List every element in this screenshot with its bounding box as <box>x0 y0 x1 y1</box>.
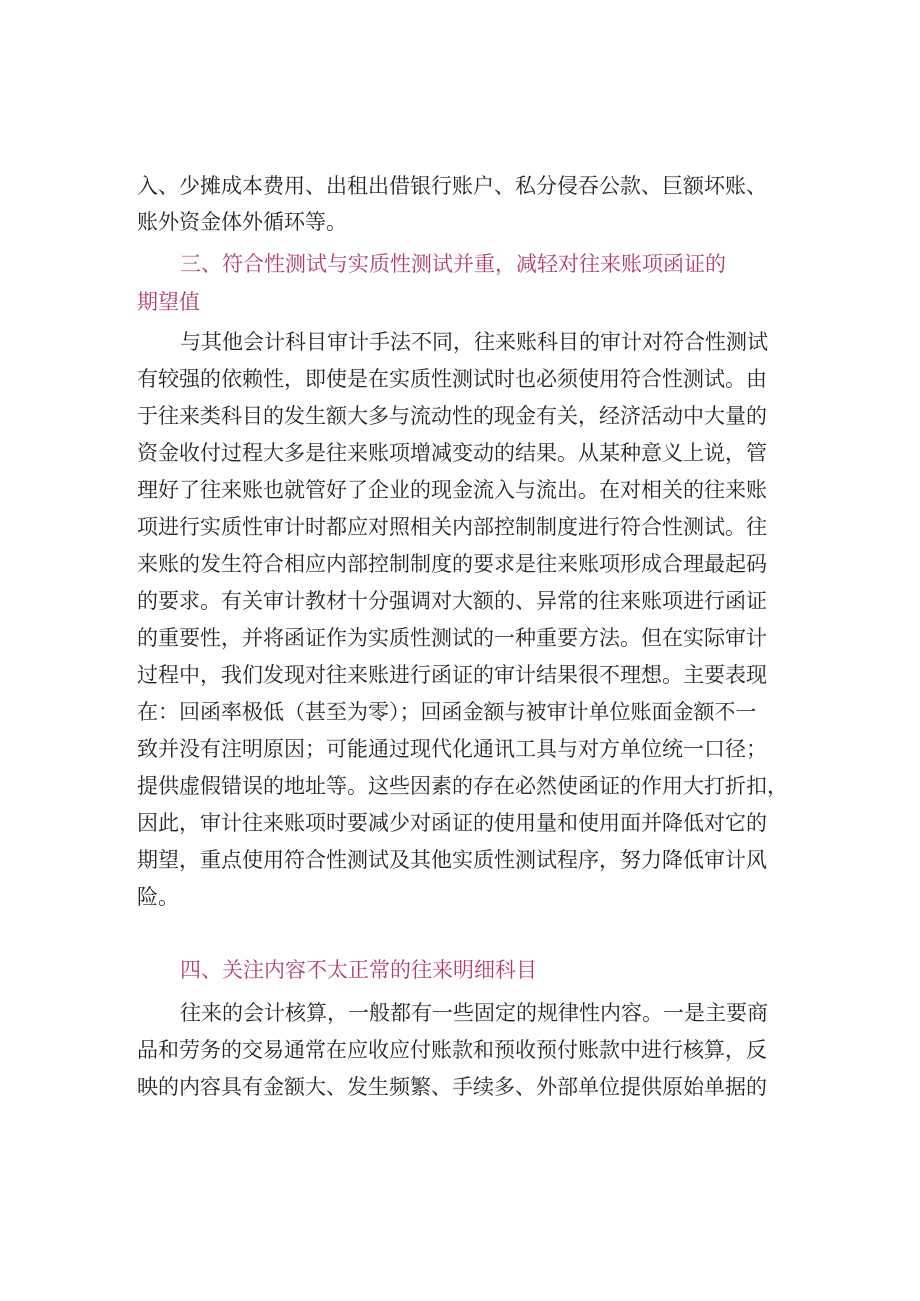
section-heading-3-line-2: 期望值 <box>137 290 200 314</box>
para-intro-line-1: 入、少摊成本费用、出租出借银行账户、私分侵吞公款、巨额坏账、 <box>137 174 767 198</box>
para-3-line-13: 提供虚假错误的地址等。这些因素的存在必然使函证的作用大打折扣， <box>137 774 788 798</box>
section-heading-4: 四、关注内容不太正常的往来明细科目 <box>180 958 537 982</box>
para-3-line-12: 致并没有注明原因；可能通过现代化通讯工具与对方单位统一口径； <box>137 737 767 761</box>
para-3-line-10: 过程中，我们发现对往来账进行函证的审计结果很不理想。主要表现 <box>137 663 767 687</box>
para-intro-line-2: 账外资金体外循环等。 <box>137 210 347 234</box>
para-3-line-5: 理好了往来账也就管好了企业的现金流入与流出。在对相关的往来账 <box>137 478 767 502</box>
para-3-line-4: 资金收付过程大多是往来账项增减变动的结果。从某种意义上说，管 <box>137 441 767 465</box>
para-3-line-16: 险。 <box>137 885 179 909</box>
para-3-line-7: 来账的发生符合相应内部控制制度的要求是往来账项形成合理最起码 <box>137 552 767 576</box>
para-3-line-14: 因此，审计往来账项时要减少对函证的使用量和使用面并降低对它的 <box>137 811 767 835</box>
para-3-line-11: 在：回函率极低（甚至为零）；回函金额与被审计单位账面金额不一 <box>137 700 757 724</box>
para-4-line-3: 映的内容具有金额大、发生频繁、手续多、外部单位提供原始单据的 <box>137 1075 767 1099</box>
para-3-line-3: 于往来类科目的发生额大多与流动性的现金有关，经济活动中大量的 <box>137 404 767 428</box>
para-3-line-6: 项进行实质性审计时都应对照相关内部控制制度进行符合性测试。往 <box>137 515 767 539</box>
para-3-line-15: 期望，重点使用符合性测试及其他实质性测试程序，努力降低审计风 <box>137 848 767 872</box>
para-3-line-2: 有较强的依赖性，即使是在实质性测试时也必须使用符合性测试。由 <box>137 367 767 391</box>
para-3-line-1: 与其他会计科目审计手法不同，往来账科目的审计对符合性测试 <box>180 330 768 354</box>
section-heading-3-line-1: 三、符合性测试与实质性测试并重，减轻对往来账项函证的 <box>180 252 726 276</box>
para-4-line-1: 往来的会计核算，一般都有一些固定的规律性内容。一是主要商 <box>180 1001 768 1025</box>
para-4-line-2: 品和劳务的交易通常在应收应付账款和预收预付账款中进行核算，反 <box>137 1038 767 1062</box>
para-3-line-9: 的重要性，并将函证作为实质性测试的一种重要方法。但在实际审计 <box>137 626 767 650</box>
para-3-line-8: 的要求。有关审计教材十分强调对大额的、异常的往来账项进行函证 <box>137 589 767 613</box>
